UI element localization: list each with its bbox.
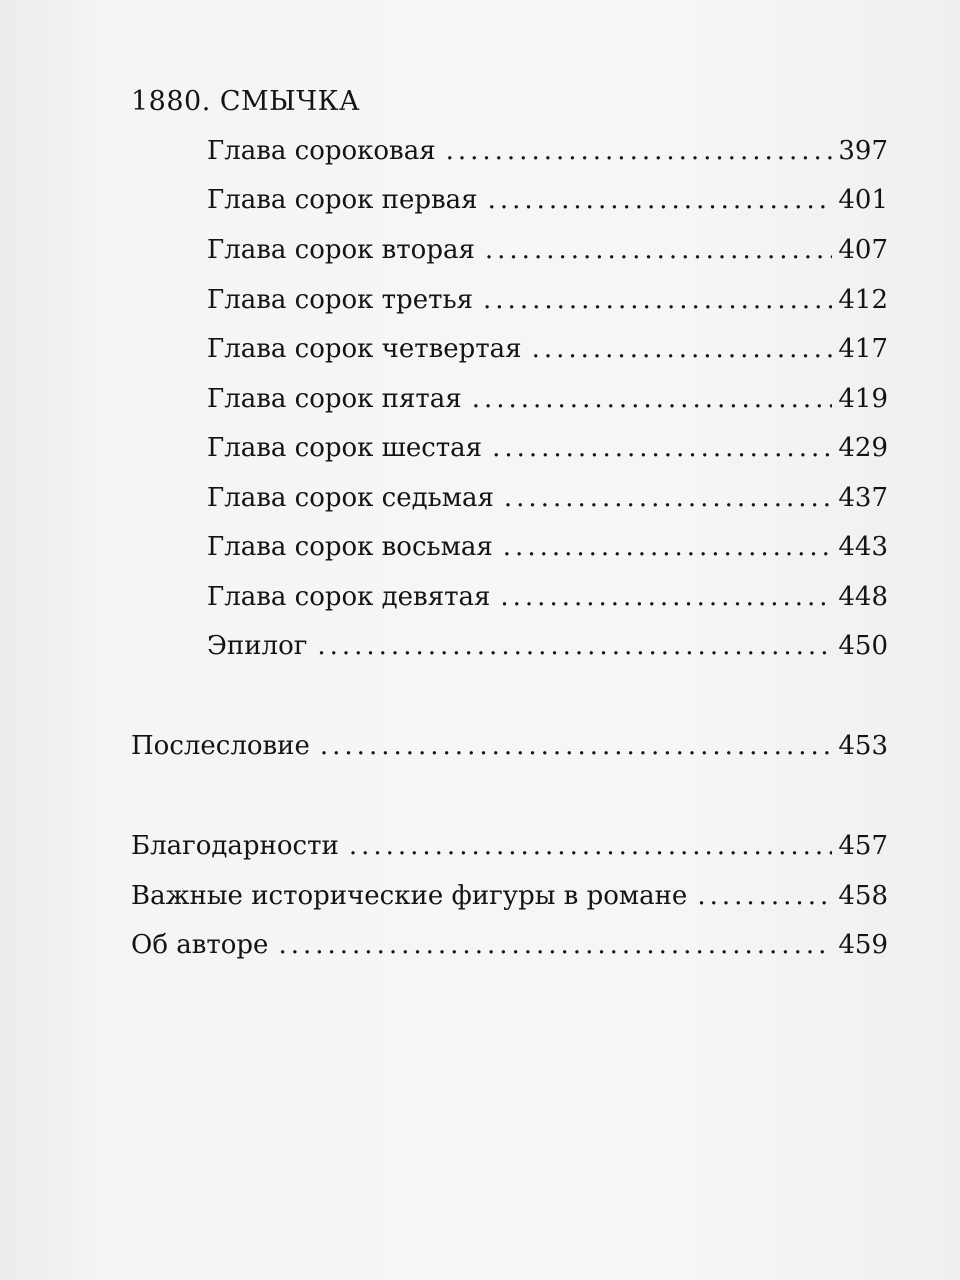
- toc-entry: [207, 285, 888, 325]
- entry-page: 443: [838, 532, 888, 562]
- entry-label: Глава сорок шестая: [207, 433, 483, 463]
- entry-label: Глава сорок третья: [207, 285, 474, 315]
- entry-page: 459: [838, 930, 888, 960]
- toc-entry: [207, 334, 888, 374]
- toc-entry-back-matter: [131, 930, 888, 970]
- entry-page: 457: [838, 831, 888, 861]
- dot-leader: [532, 334, 833, 364]
- entry-page: 448: [838, 582, 888, 612]
- entry-page: 458: [838, 881, 888, 911]
- entry-page: 419: [838, 384, 888, 414]
- entry-label: Глава сорок пятая: [207, 384, 462, 414]
- entry-label: Об авторе: [131, 930, 269, 960]
- dot-leader: [483, 285, 832, 315]
- toc-entry: [207, 433, 888, 473]
- toc-entry: [207, 136, 888, 176]
- toc-entry: [207, 483, 888, 523]
- dot-leader: [446, 136, 833, 166]
- entry-page: 453: [838, 731, 888, 761]
- toc-entry: [207, 532, 888, 572]
- entry-label: Важные исторические фигуры в романе: [131, 881, 688, 911]
- entry-page: 397: [838, 136, 888, 166]
- entry-label: Послесловие: [131, 731, 310, 761]
- entry-label: Глава сорок вторая: [207, 235, 475, 265]
- toc-entry-afterword: [131, 731, 888, 771]
- entry-page: 417: [838, 334, 888, 364]
- section-title: 1880. СМЫЧКА: [131, 86, 360, 117]
- toc-entry: [207, 384, 888, 424]
- dot-leader: [503, 532, 833, 562]
- dot-leader: [317, 631, 832, 661]
- dot-leader: [697, 881, 832, 911]
- entry-page: 407: [838, 235, 888, 265]
- entry-label: Благодарности: [131, 831, 339, 861]
- entry-label: Глава сорок четвертая: [207, 334, 522, 364]
- entry-page: 437: [838, 483, 888, 513]
- dot-leader: [485, 235, 832, 265]
- dot-leader: [500, 582, 832, 612]
- entry-label: Глава сороковая: [207, 136, 436, 166]
- dot-leader: [492, 433, 832, 463]
- dot-leader: [488, 185, 833, 215]
- toc-entry-back-matter: [131, 831, 888, 871]
- dot-leader: [504, 483, 832, 513]
- entry-label: Глава сорок седьмая: [207, 483, 494, 513]
- entry-label: Эпилог: [207, 631, 308, 661]
- entry-page: 412: [838, 285, 888, 315]
- entry-label: Глава сорок восьмая: [207, 532, 493, 562]
- dot-leader: [320, 731, 832, 761]
- dot-leader: [278, 930, 832, 960]
- toc-entry: [207, 582, 888, 622]
- toc-entry: [207, 235, 888, 275]
- entry-label: Глава сорок девятая: [207, 582, 491, 612]
- dot-leader: [472, 384, 833, 414]
- entry-page: 401: [838, 185, 888, 215]
- toc-entry-back-matter: [131, 881, 888, 921]
- entry-page: 429: [838, 433, 888, 463]
- toc-entry: [207, 185, 888, 225]
- dot-leader: [349, 831, 833, 861]
- toc-entry: [207, 631, 888, 671]
- entry-page: 450: [838, 631, 888, 661]
- entry-label: Глава сорок первая: [207, 185, 478, 215]
